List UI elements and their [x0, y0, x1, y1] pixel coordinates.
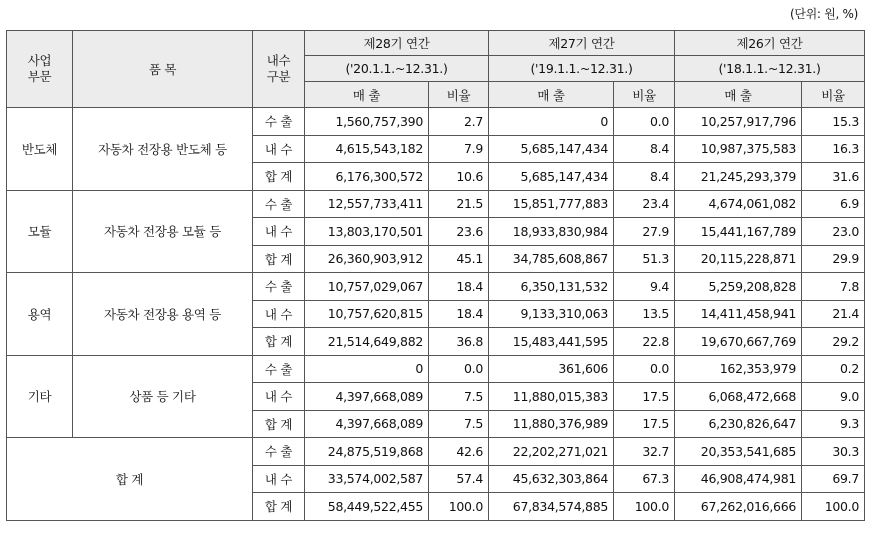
sales-cell: 15,851,777,883 [489, 190, 614, 218]
ratio-cell: 10.6 [429, 163, 489, 191]
ratio-cell: 9.3 [802, 410, 865, 438]
ratio-cell: 7.5 [429, 410, 489, 438]
ratio-cell: 18.4 [429, 300, 489, 328]
ratio-cell: 7.5 [429, 383, 489, 411]
ratio-cell: 51.3 [614, 245, 675, 273]
kind-cell: 내 수 [253, 135, 305, 163]
ratio-cell: 9.0 [802, 383, 865, 411]
product-cell: 자동차 전장용 용역 등 [73, 273, 253, 356]
ratio-cell: 13.5 [614, 300, 675, 328]
sales-cell: 11,880,015,383 [489, 383, 614, 411]
sales-cell: 45,632,303,864 [489, 465, 614, 493]
table-body [7, 108, 865, 521]
header-period-28-range: ('20.1.1.~12.31.) [305, 56, 489, 82]
sales-cell: 67,262,016,666 [675, 493, 802, 521]
sales-cell: 24,875,519,868 [305, 438, 429, 466]
kind-cell: 내 수 [253, 465, 305, 493]
sales-cell: 22,202,271,021 [489, 438, 614, 466]
ratio-cell: 21.4 [802, 300, 865, 328]
ratio-cell: 32.7 [614, 438, 675, 466]
sales-cell: 34,785,608,867 [489, 245, 614, 273]
ratio-cell: 18.4 [429, 273, 489, 301]
product-cell: 상품 등 기타 [73, 355, 253, 438]
sales-cell: 4,674,061,082 [675, 190, 802, 218]
sales-cell: 13,803,170,501 [305, 218, 429, 246]
sales-cell: 4,397,668,089 [305, 410, 429, 438]
header-sales: 매 출 [305, 82, 429, 108]
kind-cell: 수 출 [253, 355, 305, 383]
header-sales: 매 출 [675, 82, 802, 108]
header-domestic-export: 내수 구분 [253, 31, 305, 108]
ratio-cell: 22.8 [614, 328, 675, 356]
ratio-cell: 30.3 [802, 438, 865, 466]
division-cell: 반도체 [7, 108, 73, 191]
sales-cell: 67,834,574,885 [489, 493, 614, 521]
ratio-cell: 0.0 [429, 355, 489, 383]
kind-cell: 내 수 [253, 300, 305, 328]
total-label-cell: 합 계 [7, 438, 253, 521]
ratio-cell: 45.1 [429, 245, 489, 273]
header-period-28: 제28기 연간 [305, 31, 489, 56]
kind-cell: 수 출 [253, 108, 305, 136]
sales-cell: 21,514,649,882 [305, 328, 429, 356]
ratio-cell: 69.7 [802, 465, 865, 493]
ratio-cell: 57.4 [429, 465, 489, 493]
sales-cell: 1,560,757,390 [305, 108, 429, 136]
ratio-cell: 27.9 [614, 218, 675, 246]
table-row [7, 108, 865, 136]
kind-cell: 합 계 [253, 410, 305, 438]
ratio-cell: 0.0 [614, 355, 675, 383]
sales-cell: 6,068,472,668 [675, 383, 802, 411]
ratio-cell: 0.2 [802, 355, 865, 383]
sales-cell: 361,606 [489, 355, 614, 383]
ratio-cell: 31.6 [802, 163, 865, 191]
sales-cell: 18,933,830,984 [489, 218, 614, 246]
header-sales: 매 출 [489, 82, 614, 108]
sales-cell: 0 [489, 108, 614, 136]
kind-cell: 합 계 [253, 245, 305, 273]
ratio-cell: 0.0 [614, 108, 675, 136]
sales-cell: 20,115,228,871 [675, 245, 802, 273]
unit-note: (단위: 원, %) [789, 7, 858, 21]
ratio-cell: 42.6 [429, 438, 489, 466]
sales-cell: 11,880,376,989 [489, 410, 614, 438]
header-business-division: 사업 부문 [7, 31, 73, 108]
ratio-cell: 7.8 [802, 273, 865, 301]
header-period-26: 제26기 연간 [675, 31, 865, 56]
ratio-cell: 21.5 [429, 190, 489, 218]
kind-cell: 수 출 [253, 438, 305, 466]
sales-cell: 58,449,522,455 [305, 493, 429, 521]
header-product: 품 목 [73, 31, 253, 108]
ratio-cell: 67.3 [614, 465, 675, 493]
ratio-cell: 23.6 [429, 218, 489, 246]
sales-cell: 5,259,208,828 [675, 273, 802, 301]
ratio-cell: 23.4 [614, 190, 675, 218]
sales-cell: 9,133,310,063 [489, 300, 614, 328]
sales-cell: 10,757,029,067 [305, 273, 429, 301]
kind-cell: 합 계 [253, 328, 305, 356]
header-period-26-range: ('18.1.1.~12.31.) [675, 56, 865, 82]
product-cell: 자동차 전장용 모듈 등 [73, 190, 253, 273]
kind-cell: 수 출 [253, 190, 305, 218]
sales-cell: 15,441,167,789 [675, 218, 802, 246]
ratio-cell: 17.5 [614, 383, 675, 411]
sales-cell: 10,987,375,583 [675, 135, 802, 163]
sales-cell: 10,257,917,796 [675, 108, 802, 136]
ratio-cell: 16.3 [802, 135, 865, 163]
ratio-cell: 29.9 [802, 245, 865, 273]
header-period-27: 제27기 연간 [489, 31, 675, 56]
sales-cell: 6,176,300,572 [305, 163, 429, 191]
ratio-cell: 23.0 [802, 218, 865, 246]
ratio-cell: 6.9 [802, 190, 865, 218]
sales-cell: 4,397,668,089 [305, 383, 429, 411]
kind-cell: 합 계 [253, 493, 305, 521]
sales-cell: 20,353,541,685 [675, 438, 802, 466]
kind-cell: 수 출 [253, 273, 305, 301]
ratio-cell: 7.9 [429, 135, 489, 163]
ratio-cell: 2.7 [429, 108, 489, 136]
ratio-cell: 8.4 [614, 163, 675, 191]
ratio-cell: 100.0 [614, 493, 675, 521]
ratio-cell: 100.0 [429, 493, 489, 521]
table-row [7, 190, 865, 218]
sales-cell: 12,557,733,411 [305, 190, 429, 218]
header-ratio: 비율 [429, 82, 489, 108]
sales-cell: 21,245,293,379 [675, 163, 802, 191]
kind-cell: 내 수 [253, 383, 305, 411]
sales-cell: 162,353,979 [675, 355, 802, 383]
kind-cell: 내 수 [253, 218, 305, 246]
kind-cell: 합 계 [253, 163, 305, 191]
sales-cell: 5,685,147,434 [489, 135, 614, 163]
sales-cell: 33,574,002,587 [305, 465, 429, 493]
ratio-cell: 15.3 [802, 108, 865, 136]
ratio-cell: 100.0 [802, 493, 865, 521]
sales-cell: 6,350,131,532 [489, 273, 614, 301]
sales-cell: 26,360,903,912 [305, 245, 429, 273]
ratio-cell: 36.8 [429, 328, 489, 356]
ratio-cell: 8.4 [614, 135, 675, 163]
division-cell: 용역 [7, 273, 73, 356]
ratio-cell: 17.5 [614, 410, 675, 438]
ratio-cell: 29.2 [802, 328, 865, 356]
sales-cell: 14,411,458,941 [675, 300, 802, 328]
sales-cell: 6,230,826,647 [675, 410, 802, 438]
sales-cell: 15,483,441,595 [489, 328, 614, 356]
ratio-cell: 9.4 [614, 273, 675, 301]
sales-cell: 0 [305, 355, 429, 383]
total-row [7, 438, 865, 466]
sales-cell: 5,685,147,434 [489, 163, 614, 191]
product-cell: 자동차 전장용 반도체 등 [73, 108, 253, 191]
header-period-27-range: ('19.1.1.~12.31.) [489, 56, 675, 82]
sales-cell: 46,908,474,981 [675, 465, 802, 493]
division-cell: 기타 [7, 355, 73, 438]
header-ratio: 비율 [614, 82, 675, 108]
table-row [7, 355, 865, 383]
sales-cell: 4,615,543,182 [305, 135, 429, 163]
sales-cell: 10,757,620,815 [305, 300, 429, 328]
table-row [7, 273, 865, 301]
sales-table [6, 30, 865, 521]
division-cell: 모듈 [7, 190, 73, 273]
sales-cell: 19,670,667,769 [675, 328, 802, 356]
header-ratio: 비율 [802, 82, 865, 108]
